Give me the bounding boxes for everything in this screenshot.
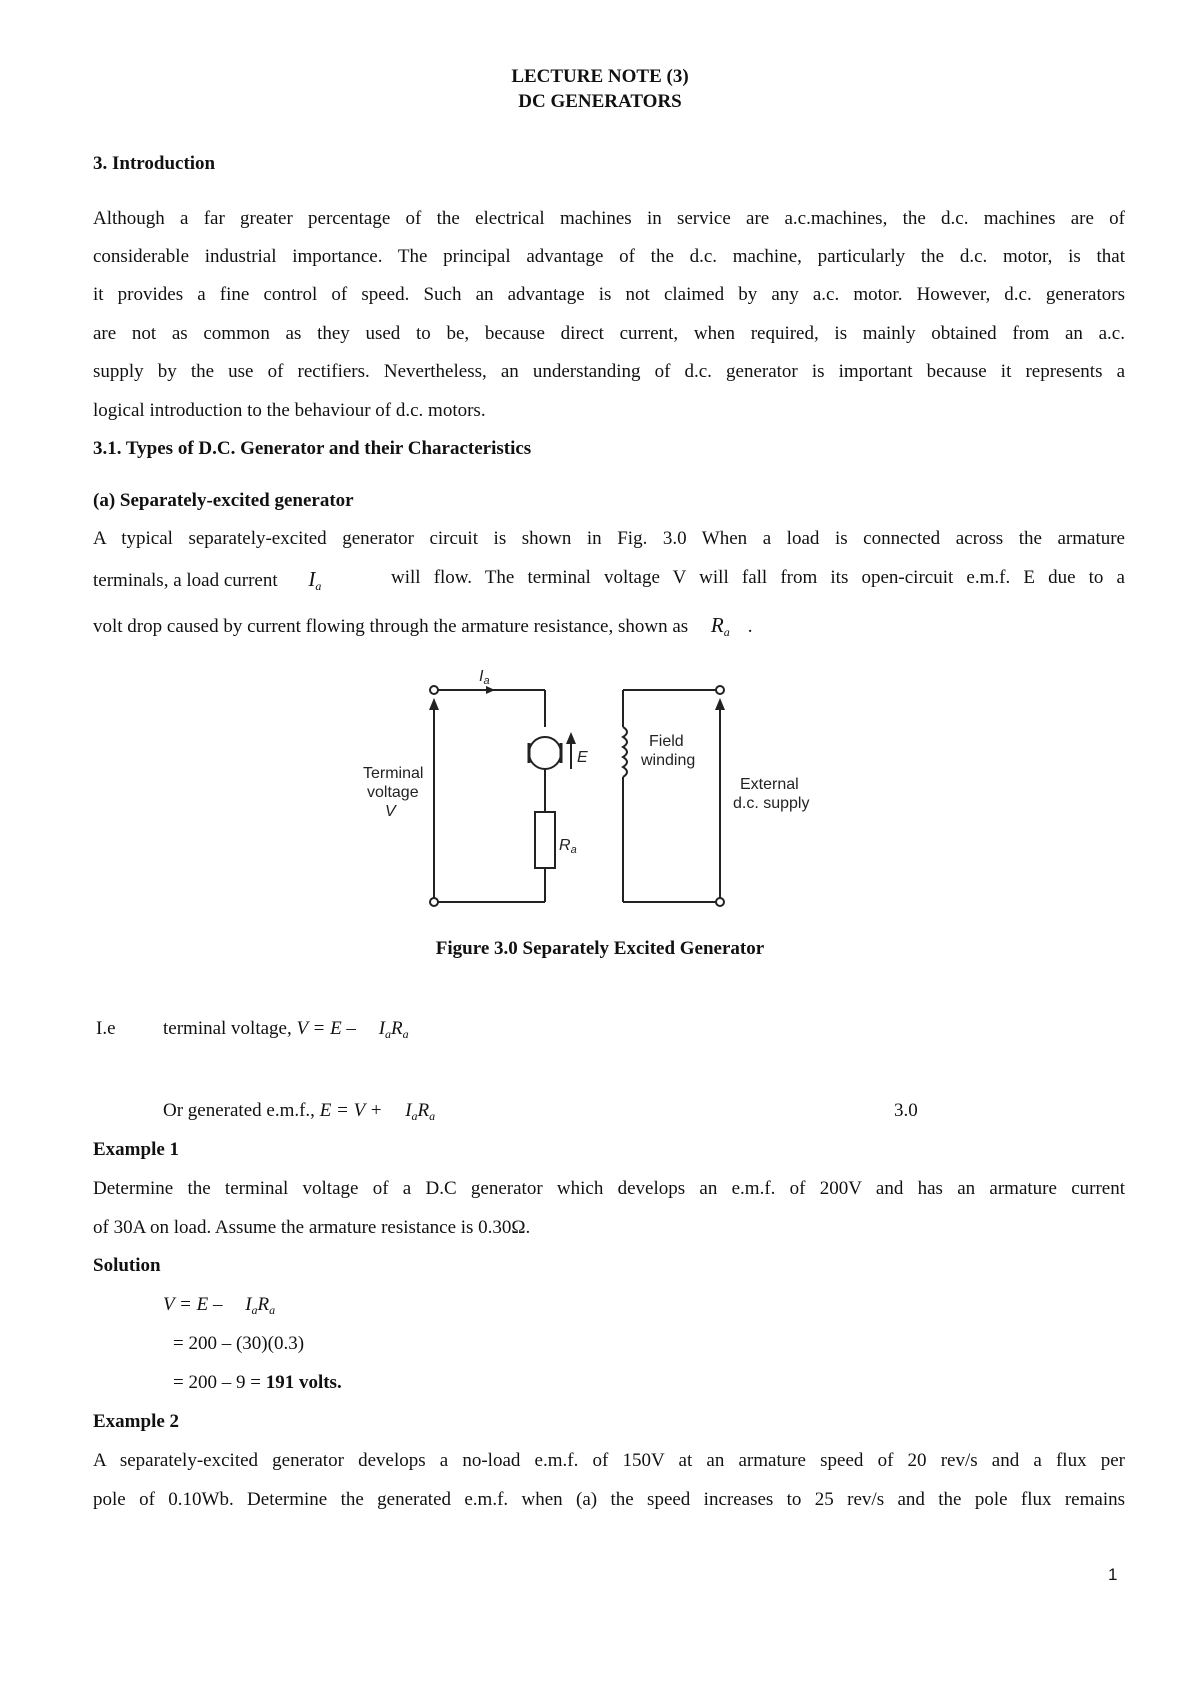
lecture-title: LECTURE NOTE (3) — [511, 66, 689, 87]
field-winding-coil — [623, 727, 627, 777]
ia-ra-term-3: $I_aR_a$ — [245, 1294, 276, 1317]
terminal-bottom-node — [430, 898, 438, 906]
label-e: E — [577, 749, 588, 766]
figure-caption: Figure 3.0 Separately Excited Generator — [435, 938, 765, 959]
supply-bottom-node — [716, 898, 724, 906]
terminal-top-node — [430, 686, 438, 694]
intro-line-4: are not as common as they used to be, because direct current, when required, is mainly obtained from an a.c. — [93, 323, 1125, 344]
current-symbol: Ia — [308, 567, 322, 593]
generated-emf-equation: Or generated e.m.f., $E = V + I_aR_a$ — [163, 1100, 436, 1123]
resistance-symbol: Ra — [710, 613, 730, 639]
sepexcited-line-1: A typical separately-excited generator circuit is shown in Fig. 3.0 When a load is connected across the armature — [93, 528, 1125, 549]
intro-line-3: it provides a fine control of speed. Such an advantage is not claimed by any a.c. motor. However, d.c. generators — [93, 284, 1125, 305]
section-3-1-heading: 3.1. Types of D.C. Generator and their Characteristics — [93, 438, 532, 459]
example-1-heading: Example 1 — [93, 1139, 180, 1160]
external-arrowhead — [715, 698, 725, 710]
label-ia: Ia — [479, 668, 490, 687]
intro-line-2: considerable industrial importance. The principal advantage of the d.c. machine, particularly the d.c. motor, is that — [93, 246, 1125, 267]
solution-heading: Solution — [93, 1255, 161, 1276]
armature-resistor — [535, 812, 555, 868]
sepexcited-line-2 — [93, 567, 1125, 594]
circuit-figure — [355, 665, 835, 925]
current-arrowhead — [486, 686, 495, 694]
label-external: External — [740, 776, 799, 793]
terminal-arrowhead — [429, 698, 439, 710]
example-2-heading: Example 2 — [93, 1411, 180, 1432]
intro-line-1: Although a far greater percentage of the electrical machines in service are a.c.machines, the d.c. machines are of — [93, 208, 1125, 229]
solution-line-3: = 200 – 9 = 191 volts. — [173, 1372, 342, 1393]
emf-arrowhead — [566, 732, 576, 744]
intro-line-6: logical introduction to the behaviour of d.c. motors. — [93, 400, 486, 421]
line3-text-a: volt drop caused by current flowing through the armature resistance, shown as — [93, 616, 689, 637]
example-1-line-2: of 30A on load. Assume the armature resistance is 0.30Ω. — [93, 1217, 531, 1238]
solution-answer: 191 volts. — [265, 1372, 342, 1393]
terminal-voltage-equation: terminal voltage, $V = E - I_aR_a$ — [163, 1018, 409, 1041]
label-voltage: voltage — [367, 784, 419, 801]
example-2-line-1: A separately-excited generator develops a no-load e.m.f. of 150V at an armature speed of 20 rev/s and a flux per — [93, 1450, 1125, 1471]
separately-excited-heading: (a) Separately-excited generator — [93, 490, 354, 511]
solution-equation: $V = E - I_aR_a$ — [163, 1294, 276, 1317]
circuit-diagram — [355, 665, 835, 925]
ia-ra-term: $I_aR_a$ — [378, 1018, 409, 1041]
ia-ra-term-2: $I_aR_a$ — [405, 1100, 436, 1123]
page-number: 1 — [1108, 1565, 1118, 1584]
label-ra: Ra — [559, 837, 577, 856]
armature-circle — [529, 737, 561, 769]
example-1-line-1: Determine the terminal voltage of a D.C generator which develops an e.m.f. of 200V and has an armature current — [93, 1178, 1125, 1199]
lecture-subtitle: DC GENERATORS — [518, 91, 682, 112]
equation-number: 3.0 — [894, 1100, 918, 1121]
line2-text-b: will flow. The terminal voltage V will fall from its open-circuit e.m.f. E due to a — [391, 567, 1125, 588]
supply-top-node — [716, 686, 724, 694]
line2-text-a: terminals, a load current — [93, 570, 278, 591]
intro-heading: 3. Introduction — [93, 153, 216, 174]
label-v: V — [385, 803, 396, 820]
solution-line-2: = 200 – (30)(0.3) — [173, 1333, 305, 1354]
label-winding: winding — [641, 752, 696, 769]
label-terminal: Terminal — [363, 765, 424, 782]
label-dc-supply: d.c. supply — [733, 795, 810, 812]
example-2-line-2: pole of 0.10Wb. Determine the generated e.m.f. when (a) the speed increases to 25 rev/s and the pole flux remains — [93, 1489, 1125, 1510]
sepexcited-line-3: volt drop caused by current flowing through the armature resistance, shown as Ra . — [93, 613, 753, 639]
ie-label: I.e — [96, 1018, 116, 1039]
label-field: Field — [649, 733, 684, 750]
intro-line-5: supply by the use of rectifiers. Nevertheless, an understanding of d.c. generator is important because it represents a — [93, 361, 1125, 382]
